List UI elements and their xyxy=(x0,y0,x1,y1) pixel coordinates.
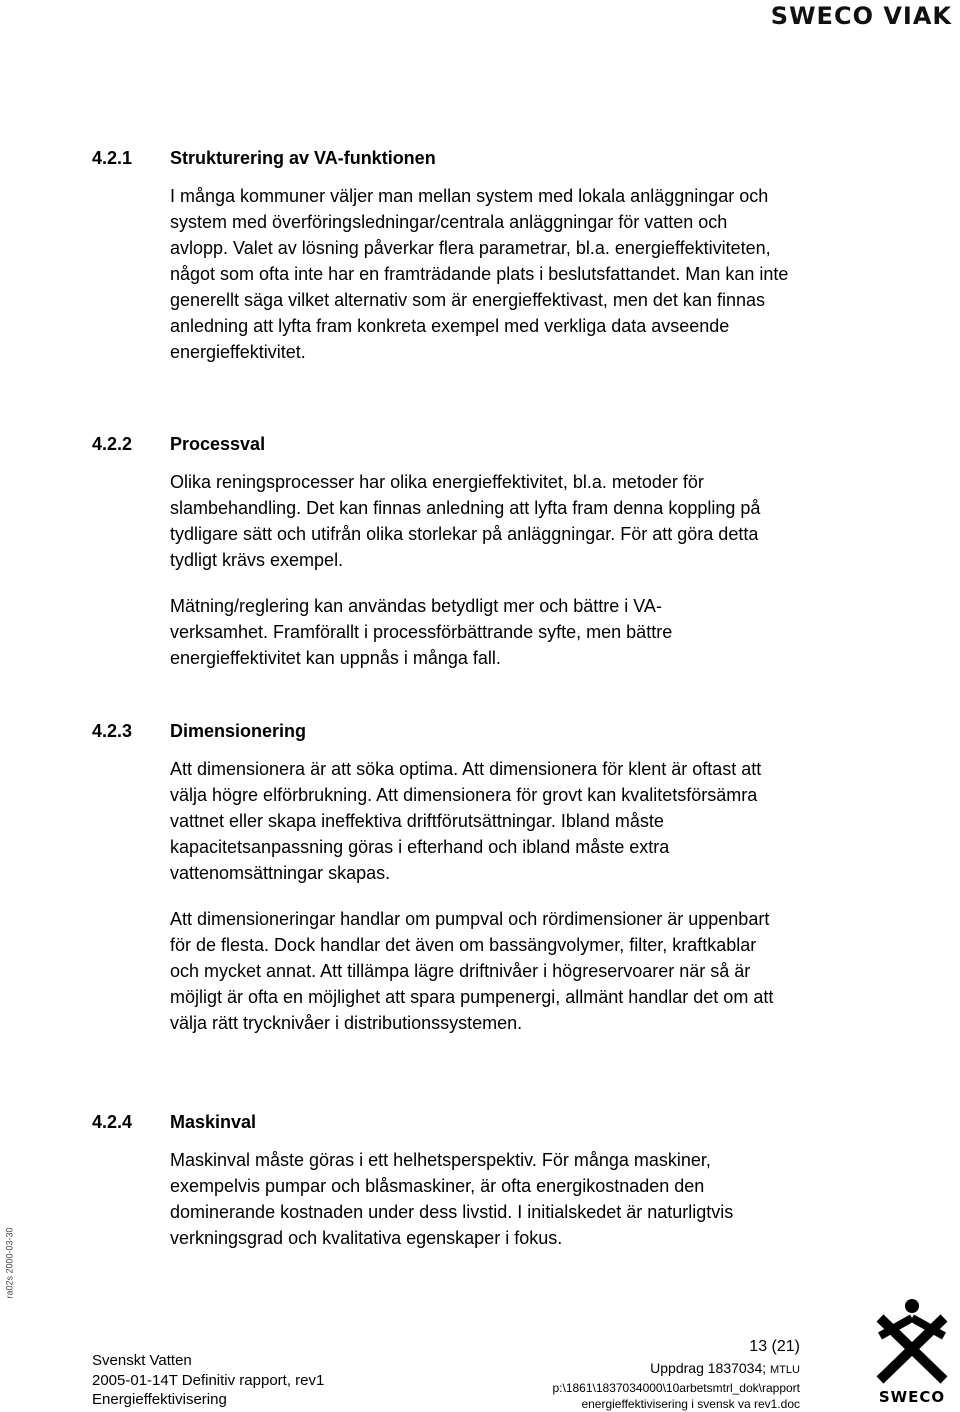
paragraph: Att dimensionera är att söka optima. Att dimensionera för klent är oftast att välja högre elförbrukning. Att dimensionera för grovt kan kvalitetsförsämra vattnet eller skapa ineffektiva driftförutsättningar. Ibland måste kapacitetsanpassning göras i efterhand och ibland måste extra vattenomsättningar skapas. xyxy=(170,759,762,883)
file-name: energieffektivisering i svensk va rev1.doc xyxy=(581,1397,800,1411)
footer-assignment xyxy=(552,1358,800,1380)
page-number: 13 (21) xyxy=(749,1338,800,1355)
margin-note: ra02s 2000-03-30 xyxy=(4,1227,15,1299)
section-heading xyxy=(92,434,812,455)
section-number: 4.2.1 xyxy=(92,148,133,168)
section-heading xyxy=(92,148,812,169)
paragraph: Maskinval måste göras i ett helhetsperspektiv. För många maskiner, exempelvis pumpar och blåsmaskiner, är ofta energikostnaden den dominerande kostnaden under dess livstid. I initialskedet är naturligtvis verkningsgrad och kvalitativa egenskaper i fokus. xyxy=(170,1150,734,1248)
footer-client: Svenskt Vatten xyxy=(92,1352,192,1369)
footer-right xyxy=(552,1336,800,1412)
section-number: 4.2.4 xyxy=(92,1112,133,1132)
section-number: 4.2.2 xyxy=(92,434,133,454)
section-4-2-2 xyxy=(92,434,812,689)
footer-left xyxy=(92,1351,324,1410)
footer-date-status: 2005-01-14T Definitiv rapport, rev1 xyxy=(92,1371,325,1389)
assignment-number: Uppdrag 1837034; xyxy=(650,1360,767,1376)
section-heading xyxy=(92,1112,812,1133)
paragraph: I många kommuner väljer man mellan system med lokala anläggningar och system med överföringsledningar/centrala anläggningar för vatten och avlopp. Valet av lösning påverkar flera parametrar, bl.a. energieffektiviteten, något som ofta inte har en framträdande plats i beslutsfattandet. Man kan inte generellt säga vilket alternativ som är energieffektivast, men det kan finnas anledning att lyfta fram konkreta exempel med verkliga data avseende energieffektivitet. xyxy=(170,186,789,362)
section-number: 4.2.3 xyxy=(92,721,133,741)
section-title: Strukturering av VA-funktionen xyxy=(170,148,436,168)
paragraph: Olika reningsprocesser har olika energieffektivitet, bl.a. metoder för slambehandling. Det kan finnas anledning att lyfta fram denna koppling på tydligare sätt och utifrån olika storlekar på anläggningar. För att göra detta tydligt krävs exempel. xyxy=(170,472,761,570)
footer-subject: Energieffektivisering xyxy=(92,1391,227,1408)
section-4-2-4 xyxy=(92,1112,812,1269)
file-path: p:\1861\1837034000\10arbetsmtrl_dok\rapport xyxy=(552,1381,800,1395)
section-4-2-1 xyxy=(92,148,812,383)
section-title: Dimensionering xyxy=(170,721,307,741)
section-title: Processval xyxy=(170,434,266,454)
section-title: Maskinval xyxy=(170,1112,257,1132)
paragraph: Mätning/reglering kan användas betydligt mer och bättre i VA-verksamhet. Framförallt i processförbättrande syfte, men bättre energieffektivitet kan uppnås i många fall. xyxy=(170,596,673,668)
logo-text: SWECO xyxy=(878,1388,946,1406)
section-heading xyxy=(92,721,812,742)
section-4-2-3 xyxy=(92,721,812,1054)
author-initials: MTLU xyxy=(770,1364,800,1376)
sweco-logo xyxy=(872,1296,952,1406)
brand-logo-text: SWECO VIAK xyxy=(770,2,952,30)
paragraph: Att dimensioneringar handlar om pumpval och rördimensioner är uppenbart för de flesta. Dock handlar det även om bassängvolymer, filter, kraftkablar och mycket annat. Att tillämpa lägre driftnivåer i högreservoarer när så är möjligt är ofta en möjlighet att spara pumpenergi, allmänt handlar det om att välja rätt trycknivåer i distributionssystemen. xyxy=(170,909,774,1033)
